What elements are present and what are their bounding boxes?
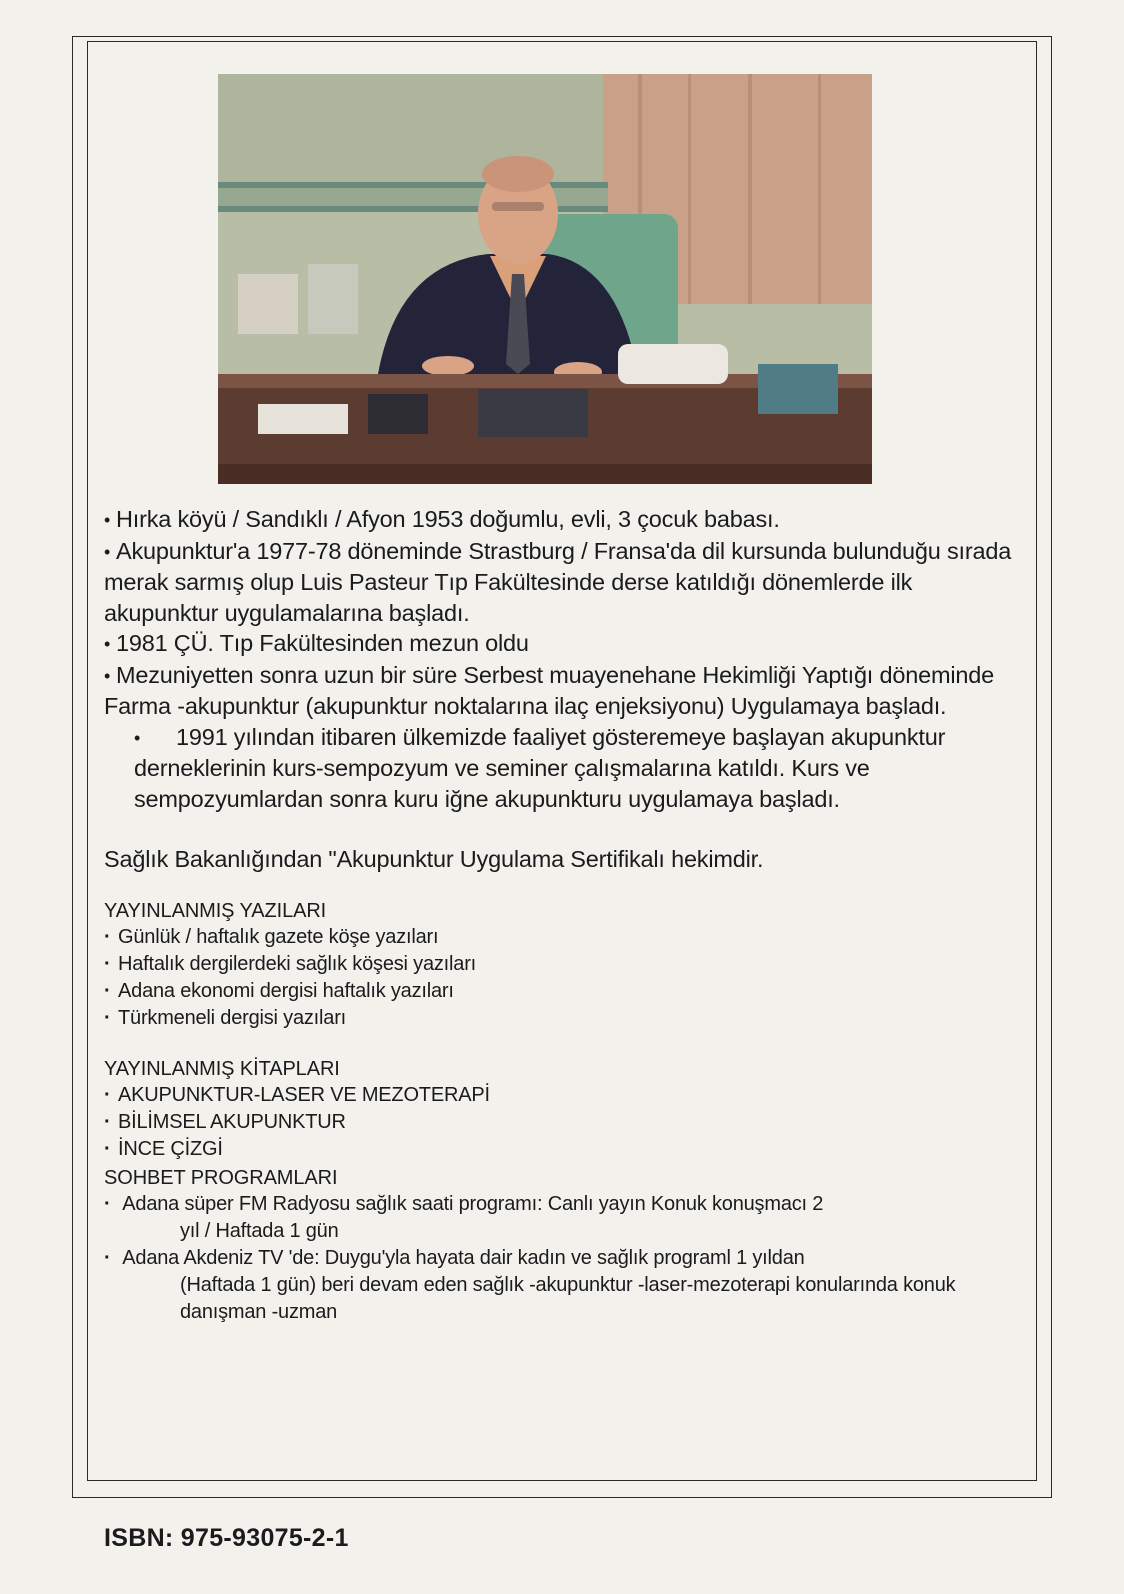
biography-content [104, 504, 1024, 1326]
program-item-continuation: yıl / Haftada 1 gün [180, 1220, 339, 1242]
books-list [104, 1082, 1024, 1163]
author-photo [218, 74, 872, 484]
certificate-statement: Sağlık Bakanlığından "Akupunktur Uygulama Sertifikalı hekimdir. [104, 846, 764, 872]
article-item: · Haftalık dergilerdeki sağlık köşesi yazıları [104, 951, 1024, 978]
program-item [104, 1191, 1024, 1245]
biography-list [104, 504, 1024, 814]
bio-item: • Hırka köyü / Sandıklı / Afyon 1953 doğumlu, evli, 3 çocuk babası. [104, 504, 1024, 536]
articles-section [104, 898, 1024, 1032]
program-item-line: Adana Akdeniz TV 'de: Duygu'yla hayata dair kadın ve sağlık programl 1 yıldan [122, 1247, 805, 1269]
articles-title: YAYINLANMIŞ YAZILARI [104, 900, 327, 922]
book-item: · AKUPUNKTUR-LASER VE MEZOTERAPİ [104, 1082, 1024, 1109]
program-item-continuation: (Haftada 1 gün) beri devam eden sağlık -akupunktur -laser-mezoterapi konularında konuk danışman -uzman [180, 1274, 956, 1323]
book-item: · İNCE ÇİZGİ [104, 1136, 1024, 1163]
programs-list [104, 1191, 1024, 1326]
bio-item: • 1981 ÇÜ. Tıp Fakültesinden mezun oldu [104, 628, 1024, 660]
programs-section [104, 1165, 1024, 1326]
article-item: · Adana ekonomi dergisi haftalık yazıları [104, 978, 1024, 1005]
books-title: YAYINLANMIŞ KİTAPLARI [104, 1058, 340, 1080]
article-item: · Türkmeneli dergisi yazıları [104, 1005, 1024, 1032]
bio-item: • 1991 yılından itibaren ülkemizde faaliyet gösteremeye başlayan akupunktur derneklerinin kurs-sempozyum ve seminer çalışmalarına katıldı. Kurs ve sempozyumlardan sonra kuru iğne akupunkturu uygulamaya başladı. [104, 722, 1024, 815]
books-section [104, 1056, 1024, 1163]
bio-item: • Akupunktur'a 1977-78 döneminde Strastburg / Fransa'da dil kursunda bulunduğu sırada merak sarmış olup Luis Pasteur Tıp Fakültesinde derse katıldığı dönemlerde ilk akupunktur uygulamalarına başladı. [104, 536, 1024, 629]
program-item [104, 1245, 1024, 1326]
article-item: · Günlük / haftalık gazete köşe yazıları [104, 924, 1024, 951]
articles-list [104, 924, 1024, 1032]
isbn-number: ISBN: 975-93075-2-1 [104, 1524, 349, 1552]
programs-title: SOHBET PROGRAMLARI [104, 1167, 338, 1189]
program-item-line: Adana süper FM Radyosu sağlık saati programı: Canlı yayın Konuk konuşmacı 2 [122, 1193, 824, 1215]
bio-item: • Mezuniyetten sonra uzun bir süre Serbest muayenehane Hekimliği Yaptığı döneminde Farma -akupunktur (akupunktur noktalarına ilaç enjeksiyonu) Uygulamaya başladı. [104, 660, 1024, 722]
book-item: · BİLİMSEL AKUPUNKTUR [104, 1109, 1024, 1136]
